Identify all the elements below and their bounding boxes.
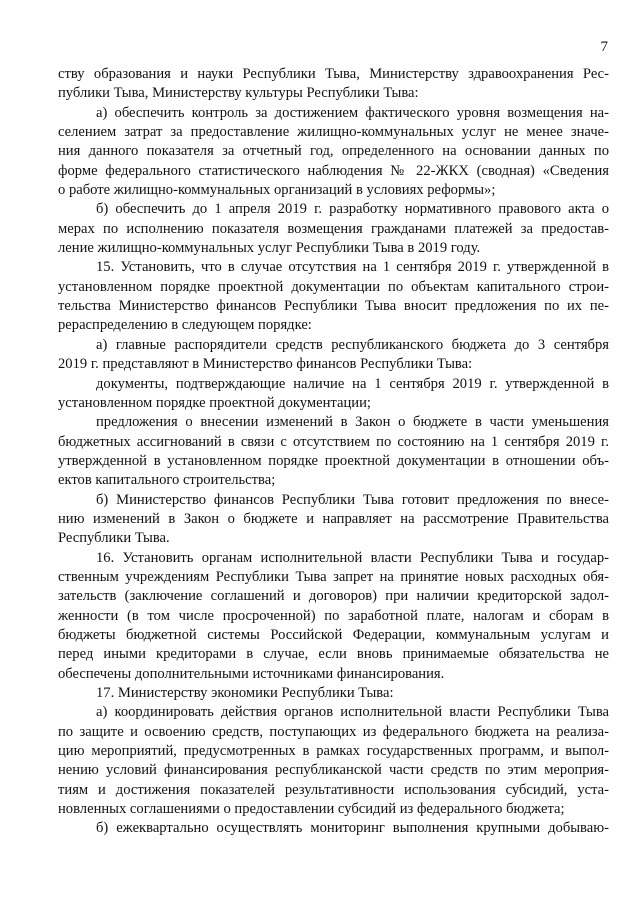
text-line: ству образования и науки Республики Тыва, Министерству здравоохранения Рес- (58, 66, 609, 82)
paragraph (58, 258, 609, 335)
text-line: утвержденной в установленном порядке проектной документации в отношении объ- (58, 452, 609, 469)
text-line: 15. Установить, что в случае отсутствия на 1 сентября 2019 г. утвержденной в (96, 259, 609, 276)
text-line: б) Министерство финансов Республики Тыва готовит предложения по внесе- (96, 491, 609, 508)
text-line: рераспределению в следующем порядке: (58, 317, 312, 334)
text-line: документы, подтверждающие наличие на 1 сентября 2019 г. утвержденной в (96, 375, 609, 392)
text-line: установленном порядке проектной документации по объектам капитального строи- (58, 278, 609, 295)
text-line: предложения о внесении изменений в Закон о бюджете в части уменьшения (96, 414, 609, 431)
paragraph (58, 104, 609, 201)
text-line: ление жилищно-коммунальных услуг Республики Тыва в 2019 году. (58, 240, 481, 257)
text-line: а) координировать действия органов исполнительной власти Республики Тыва (96, 704, 609, 721)
text-line: о работе жилищно-коммунальных организаций в условиях реформы»; (58, 182, 496, 199)
paragraph (58, 819, 609, 838)
paragraph (58, 549, 609, 684)
paragraph (58, 200, 609, 258)
paragraph (58, 703, 609, 819)
text-line: установленном порядке проектной документации; (58, 394, 371, 411)
text-line: по защите и освоению средств, поступающих из федерального бюджета на реализа- (58, 723, 609, 740)
text-line: а) главные распорядители средств республиканского бюджета до 3 сентября (96, 336, 609, 353)
text-line: обеспечены дополнительными источниками финансирования. (58, 665, 445, 682)
text-line: тельства Министерство финансов Республики Тыва вносит предложения по их пе- (58, 298, 609, 315)
text-line: мерах по исполнению показателя возмещения гражданами платежей за предостав- (58, 220, 609, 237)
text-line: нению условий финансирования республиканской части средств по этим мероприя- (58, 762, 609, 779)
text-line: ектов капитального строительства; (58, 472, 276, 489)
page-number: 7 (600, 39, 608, 55)
text-line: селением затрат за предоставление жилищно-коммунальных услуг не менее значе- (58, 124, 609, 141)
paragraph (58, 336, 609, 375)
paragraph (58, 684, 609, 703)
text-line: ния данного показателя за отчетный год, определенного на основании данных по (58, 143, 609, 160)
text-line: женности (в том числе просроченной) по заработной плате, налогам и сборам в (58, 607, 609, 624)
paragraph (58, 375, 609, 414)
text-line: ственным учреждениям Республики Тыва запрет на принятие новых расходных обя- (58, 568, 609, 585)
text-line: 17. Министерству экономики Республики Тыва: (96, 685, 394, 701)
text-line: цию мероприятий, предусмотренных в рамках государственных программ, и выпол- (58, 743, 609, 760)
text-line: нию изменений в Закон о бюджете и направляет на рассмотрение Правительства (58, 510, 609, 527)
text-line: бюджеты бюджетной системы Российской Федерации, коммунальным услугам и (58, 626, 609, 643)
text-line: публики Тыва, Министерству культуры Республики Тыва: (58, 85, 419, 102)
text-line: тиям и достижения показателей результативности использования субсидий, уста- (58, 781, 609, 798)
text-line: зательств (заключение соглашений и договоров) при наличии кредиторской задол- (58, 588, 609, 605)
text-line: форме федерального статистического наблюдения № 22-ЖКХ (сводная) «Сведения (58, 162, 609, 179)
text-line: 16. Установить органам исполнительной власти Республики Тыва и государ- (96, 549, 609, 566)
text-line: б) ежеквартально осуществлять мониторинг выполнения крупными добываю- (96, 820, 609, 837)
text-line: а) обеспечить контроль за достижением фактического уровня возмещения на- (96, 104, 609, 121)
text-line: новленных соглашениями о предоставлении субсидий из федерального бюджета; (58, 801, 565, 818)
paragraph (58, 65, 609, 104)
paragraph (58, 413, 609, 490)
text-line: 2019 г. представляют в Министерство финансов Республики Тыва: (58, 356, 473, 373)
document-body (58, 65, 609, 839)
text-line: б) обеспечить до 1 апреля 2019 г. разработку нормативного правового акта о (96, 201, 609, 218)
text-line: бюджетных ассигнований в связи с отсутствием по состоянию на 1 сентября 2019 г. (58, 433, 609, 450)
paragraph (58, 491, 609, 549)
text-line: Республики Тыва. (58, 530, 170, 547)
text-line: перед иными кредиторами в случае, если вновь принимаемые обязательства не (58, 646, 609, 663)
